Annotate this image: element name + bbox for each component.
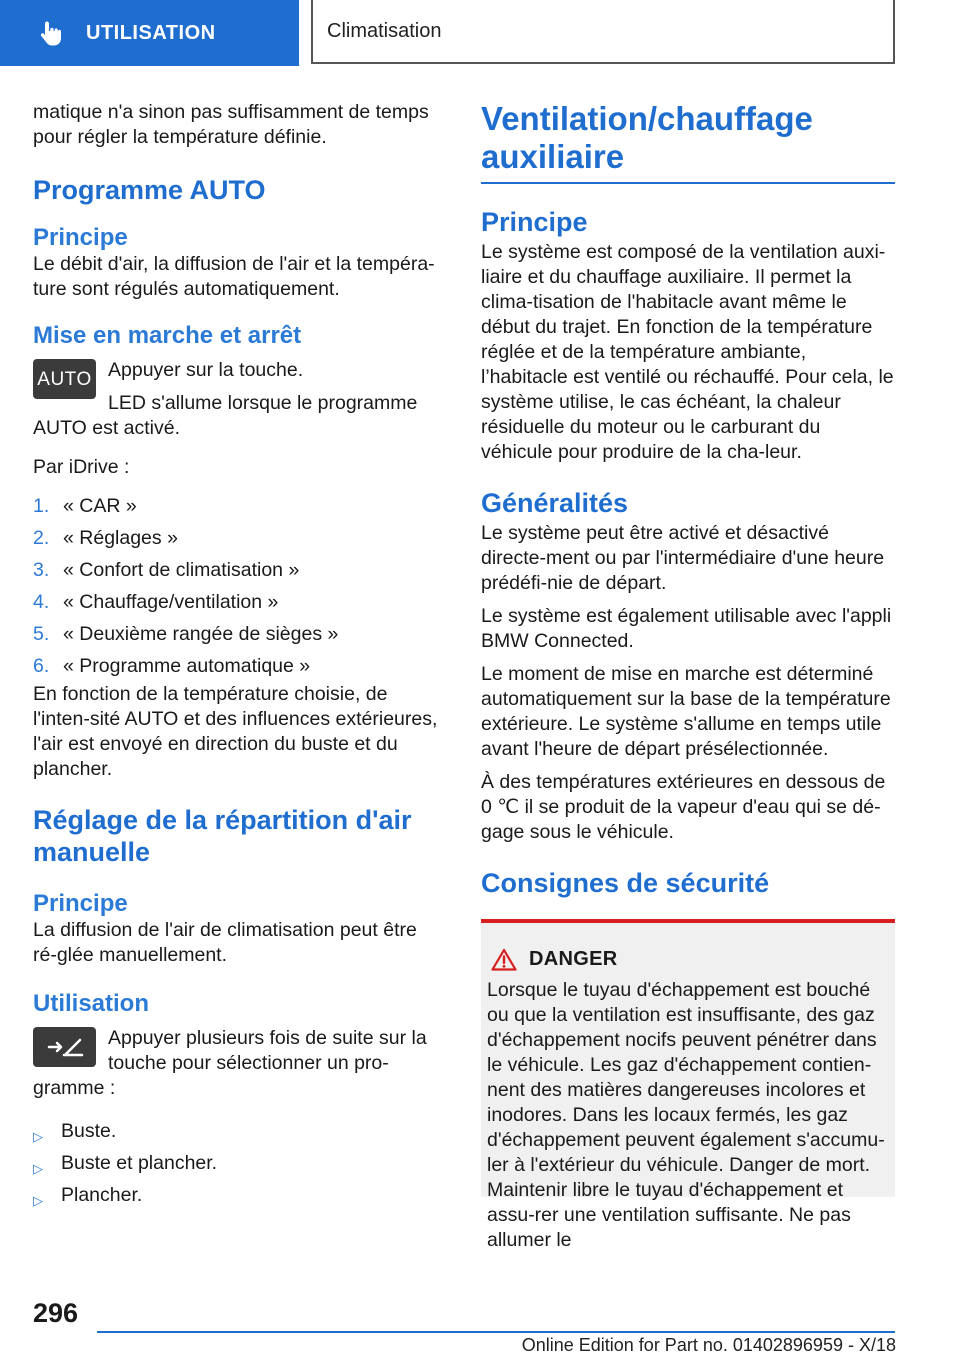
step-text: « Deuxième rangée de sièges »: [63, 623, 339, 645]
step-number: 2.: [33, 527, 50, 549]
pointing-hand-icon: [40, 20, 62, 46]
usage-text: Appuyer plusieurs fois de suite sur la touche pour sélectionner un pro-gramme :: [33, 1027, 427, 1099]
list-item: [33, 622, 443, 654]
page-number: 296: [33, 1298, 79, 1328]
step-number: 3.: [33, 559, 50, 581]
danger-header: [487, 947, 889, 972]
auto-button-label: AUTO: [37, 368, 92, 390]
option-text: Buste.: [61, 1120, 117, 1142]
warning-triangle-icon: [491, 948, 517, 971]
edition-text: Online Edition for Part no. 01402896959 - X/18: [521, 1335, 896, 1355]
list-item: [33, 1183, 443, 1215]
principe-heading-2: Principe: [33, 890, 128, 917]
led-text: LED s'allume lorsque le programme AUTO est activé.: [33, 392, 418, 439]
general-paragraph-2: Le système est également utilisable avec l'appli BMW Connected.: [481, 605, 892, 652]
principe-heading-right: Principe: [481, 207, 588, 237]
danger-label: DANGER: [529, 948, 618, 970]
auto-result-text: En fonction de la température choisie, de l'inten-sité AUTO et des influences extérieures, l'air est envoyé en direction du buste et du plancher.: [33, 683, 438, 780]
press-instruction: Appuyer sur la touche.: [108, 359, 304, 381]
right-column: [481, 100, 895, 1251]
principe-heading: Principe: [33, 224, 128, 251]
auxiliary-heating-title: Ventilation/chauffage auxiliaire: [481, 100, 813, 175]
footer-rule: [97, 1331, 895, 1333]
general-heading: Généralités: [481, 488, 629, 518]
step-text: « Programme automatique »: [63, 655, 311, 677]
list-item: [33, 558, 443, 590]
triangle-bullet-icon: ▷: [33, 1129, 43, 1144]
program-options: [33, 1119, 443, 1215]
onoff-heading: Mise en marche et arrêt: [33, 322, 302, 349]
list-item: [33, 654, 443, 682]
chapter-title: Climatisation: [327, 19, 442, 42]
list-item: [33, 526, 443, 558]
option-text: Plancher.: [61, 1184, 143, 1206]
step-number: 4.: [33, 591, 50, 613]
list-item: [33, 590, 443, 622]
idrive-text: Par iDrive :: [33, 456, 130, 478]
section-tab: [0, 0, 299, 66]
step-number: 1.: [33, 495, 50, 517]
step-text: « Confort de climatisation »: [63, 559, 300, 581]
general-paragraph-1: Le système peut être activé et désactivé directe-ment ou par l'intermédiaire d'une heure prédéfi-nie de départ.: [481, 522, 885, 594]
title-rule: [481, 182, 895, 184]
step-text: « Chauffage/ventilation »: [63, 591, 279, 613]
section-tab-label: UTILISATION: [86, 21, 216, 44]
air-distribution-icon: [33, 1027, 96, 1067]
step-text: « Réglages »: [63, 527, 178, 549]
auto-button-icon: [33, 359, 96, 399]
list-item: [33, 1119, 443, 1151]
intro-paragraph: matique n'a sinon pas suffisamment de temps pour régler la température définie.: [33, 101, 429, 148]
step-text: « CAR »: [63, 495, 137, 517]
auto-program-heading: Programme AUTO: [33, 175, 266, 205]
principe-text-2: La diffusion de l'air de climatisation peut être ré-glée manuellement.: [33, 919, 417, 966]
principe-text: Le débit d'air, la diffusion de l'air et la tempéra-ture sont régulés automatiquement.: [33, 253, 435, 300]
manual-distribution-heading: Réglage de la répartition d'air manuelle: [33, 805, 412, 867]
principe-text-right: Le système est composé de la ventilation auxi-liaire et du chauffage auxiliaire. Il permet la clima-tisation de l'habitacle avant même le début du trajet. En fonction de la température réglée et de la température ambiante, l’habitacle est ventilé ou réchauffé. Pour cela, le système utilise, le cas échéant, la chaleur résiduelle du moteur ou le carburant du véhicule pour produire de la cha-leur.: [481, 241, 894, 463]
left-column: [33, 100, 443, 1215]
step-number: 6.: [33, 655, 50, 677]
danger-text: Lorsque le tuyau d'échappement est bouché ou que la ventilation est insuffisante, des gaz d'échappement nocifs peuvent pénétrer dans le véhicule. Les gaz d'échappement contien-nent des matières dangereuses incolores et inodores. Dans les locaux fermés, les gaz d'échappement peuvent également s'accumu-ler à l'extérieur du véhicule. Danger de mort. Maintenir libre le tuyau d'échappement et assu-rer une ventilation suffisante. Ne pas allumer le: [487, 979, 885, 1251]
general-paragraph-4: À des températures extérieures en dessous de 0 ℃ il se produit de la vapeur d'eau qui se dé-gage sous le véhicule.: [481, 771, 886, 843]
list-item: [33, 494, 443, 526]
chapter-header: [311, 0, 895, 64]
idrive-steps: [33, 494, 443, 682]
triangle-bullet-icon: ▷: [33, 1193, 43, 1208]
usage-heading: Utilisation: [33, 990, 150, 1017]
general-paragraph-3: Le moment de mise en marche est déterminé automatiquement sur la base de la température extérieure. Le système s'allume en temps utile avant l'heure de départ présélectionnée.: [481, 663, 891, 760]
option-text: Buste et plancher.: [61, 1152, 218, 1174]
triangle-bullet-icon: ▷: [33, 1161, 43, 1176]
danger-box: [481, 919, 895, 1251]
step-number: 5.: [33, 623, 50, 645]
list-item: [33, 1151, 443, 1183]
safety-heading: Consignes de sécurité: [481, 868, 770, 898]
